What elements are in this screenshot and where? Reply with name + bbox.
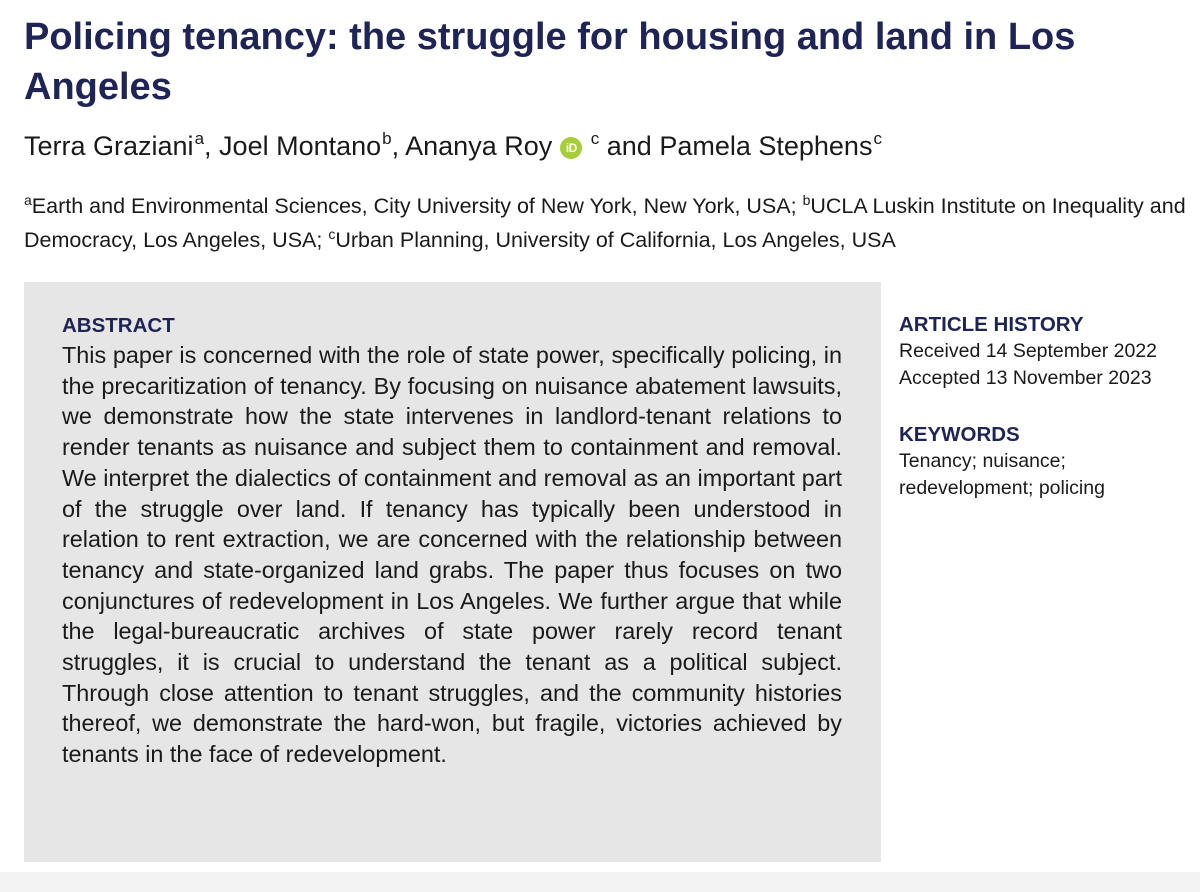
affiliation-text: Urban Planning, University of California, Los Angeles, USA	[335, 228, 896, 252]
page-bottom-edge	[0, 872, 1200, 892]
received-date: Received 14 September 2022	[899, 340, 1158, 362]
author-affil-marker: a	[194, 129, 205, 148]
affiliations	[24, 190, 1194, 258]
affil-marker: c	[328, 226, 336, 242]
abstract-box	[24, 282, 881, 862]
author-affil-marker: c	[590, 129, 600, 148]
author-name[interactable]: Ananya Roy	[405, 131, 553, 161]
affiliation-text: Earth and Environmental Sciences, City University of New York, New York, USA;	[31, 194, 803, 218]
author-list	[24, 128, 1184, 168]
abstract-heading: ABSTRACT	[62, 314, 175, 337]
author-affil-marker: c	[873, 129, 882, 148]
abstract-text: This paper is concerned with the role of state power, specifically policing, in the precaritization of tenancy. By focusing on nuisance abatement lawsuits, we demonstrate how the state intervenes in landlord-tenant relations to render tenants as nuisance and subject them to containment and removal. We interpret the dialectics of containment and removal as an important part of the struggle over land. If tenancy has typically been understood in relation to rent extraction, we are concerned with the relationship between tenancy and state-organized land grabs. The paper thus focuses on two conjunctures of redevelopment in Los Angeles. We further argue that while the legal-bureaucratic archives of state power rarely record tenant struggles, it is crucial to understand the tenant as a political subject. Through close attention to tenant struggles, and the community histories thereof, we demonstrate the hard-won, but fragile, victories achieved by tenants in the face of redevelopment.	[62, 342, 842, 768]
article-history	[899, 312, 1189, 392]
article-title: Policing tenancy: the struggle for housing and land in Los Angeles	[24, 16, 1076, 108]
keywords-line: Tenancy; nuisance;	[899, 450, 1066, 472]
affil-marker: b	[802, 192, 811, 208]
accepted-date: Accepted 13 November 2023	[899, 367, 1152, 389]
author-separator: ,	[391, 131, 406, 161]
author-name[interactable]: Pamela Stephens	[659, 131, 873, 161]
keywords-heading: KEYWORDS	[899, 423, 1020, 446]
orcid-icon[interactable]: iD	[560, 137, 582, 159]
article-history-heading: ARTICLE HISTORY	[899, 313, 1084, 336]
author-affil-marker: b	[382, 129, 392, 148]
affiliation-text: UCLA Luskin Institute on Inequality and Democracy, Los Angeles, USA;	[24, 194, 1186, 252]
affil-marker: a	[24, 192, 32, 208]
author-separator: ,	[204, 131, 220, 161]
keywords-section	[899, 422, 1189, 502]
author-separator: and	[599, 131, 660, 161]
author-name[interactable]: Joel Montano	[219, 131, 382, 161]
keywords-line: redevelopment; policing	[899, 477, 1105, 499]
author-name[interactable]: Terra Graziani	[24, 131, 194, 161]
